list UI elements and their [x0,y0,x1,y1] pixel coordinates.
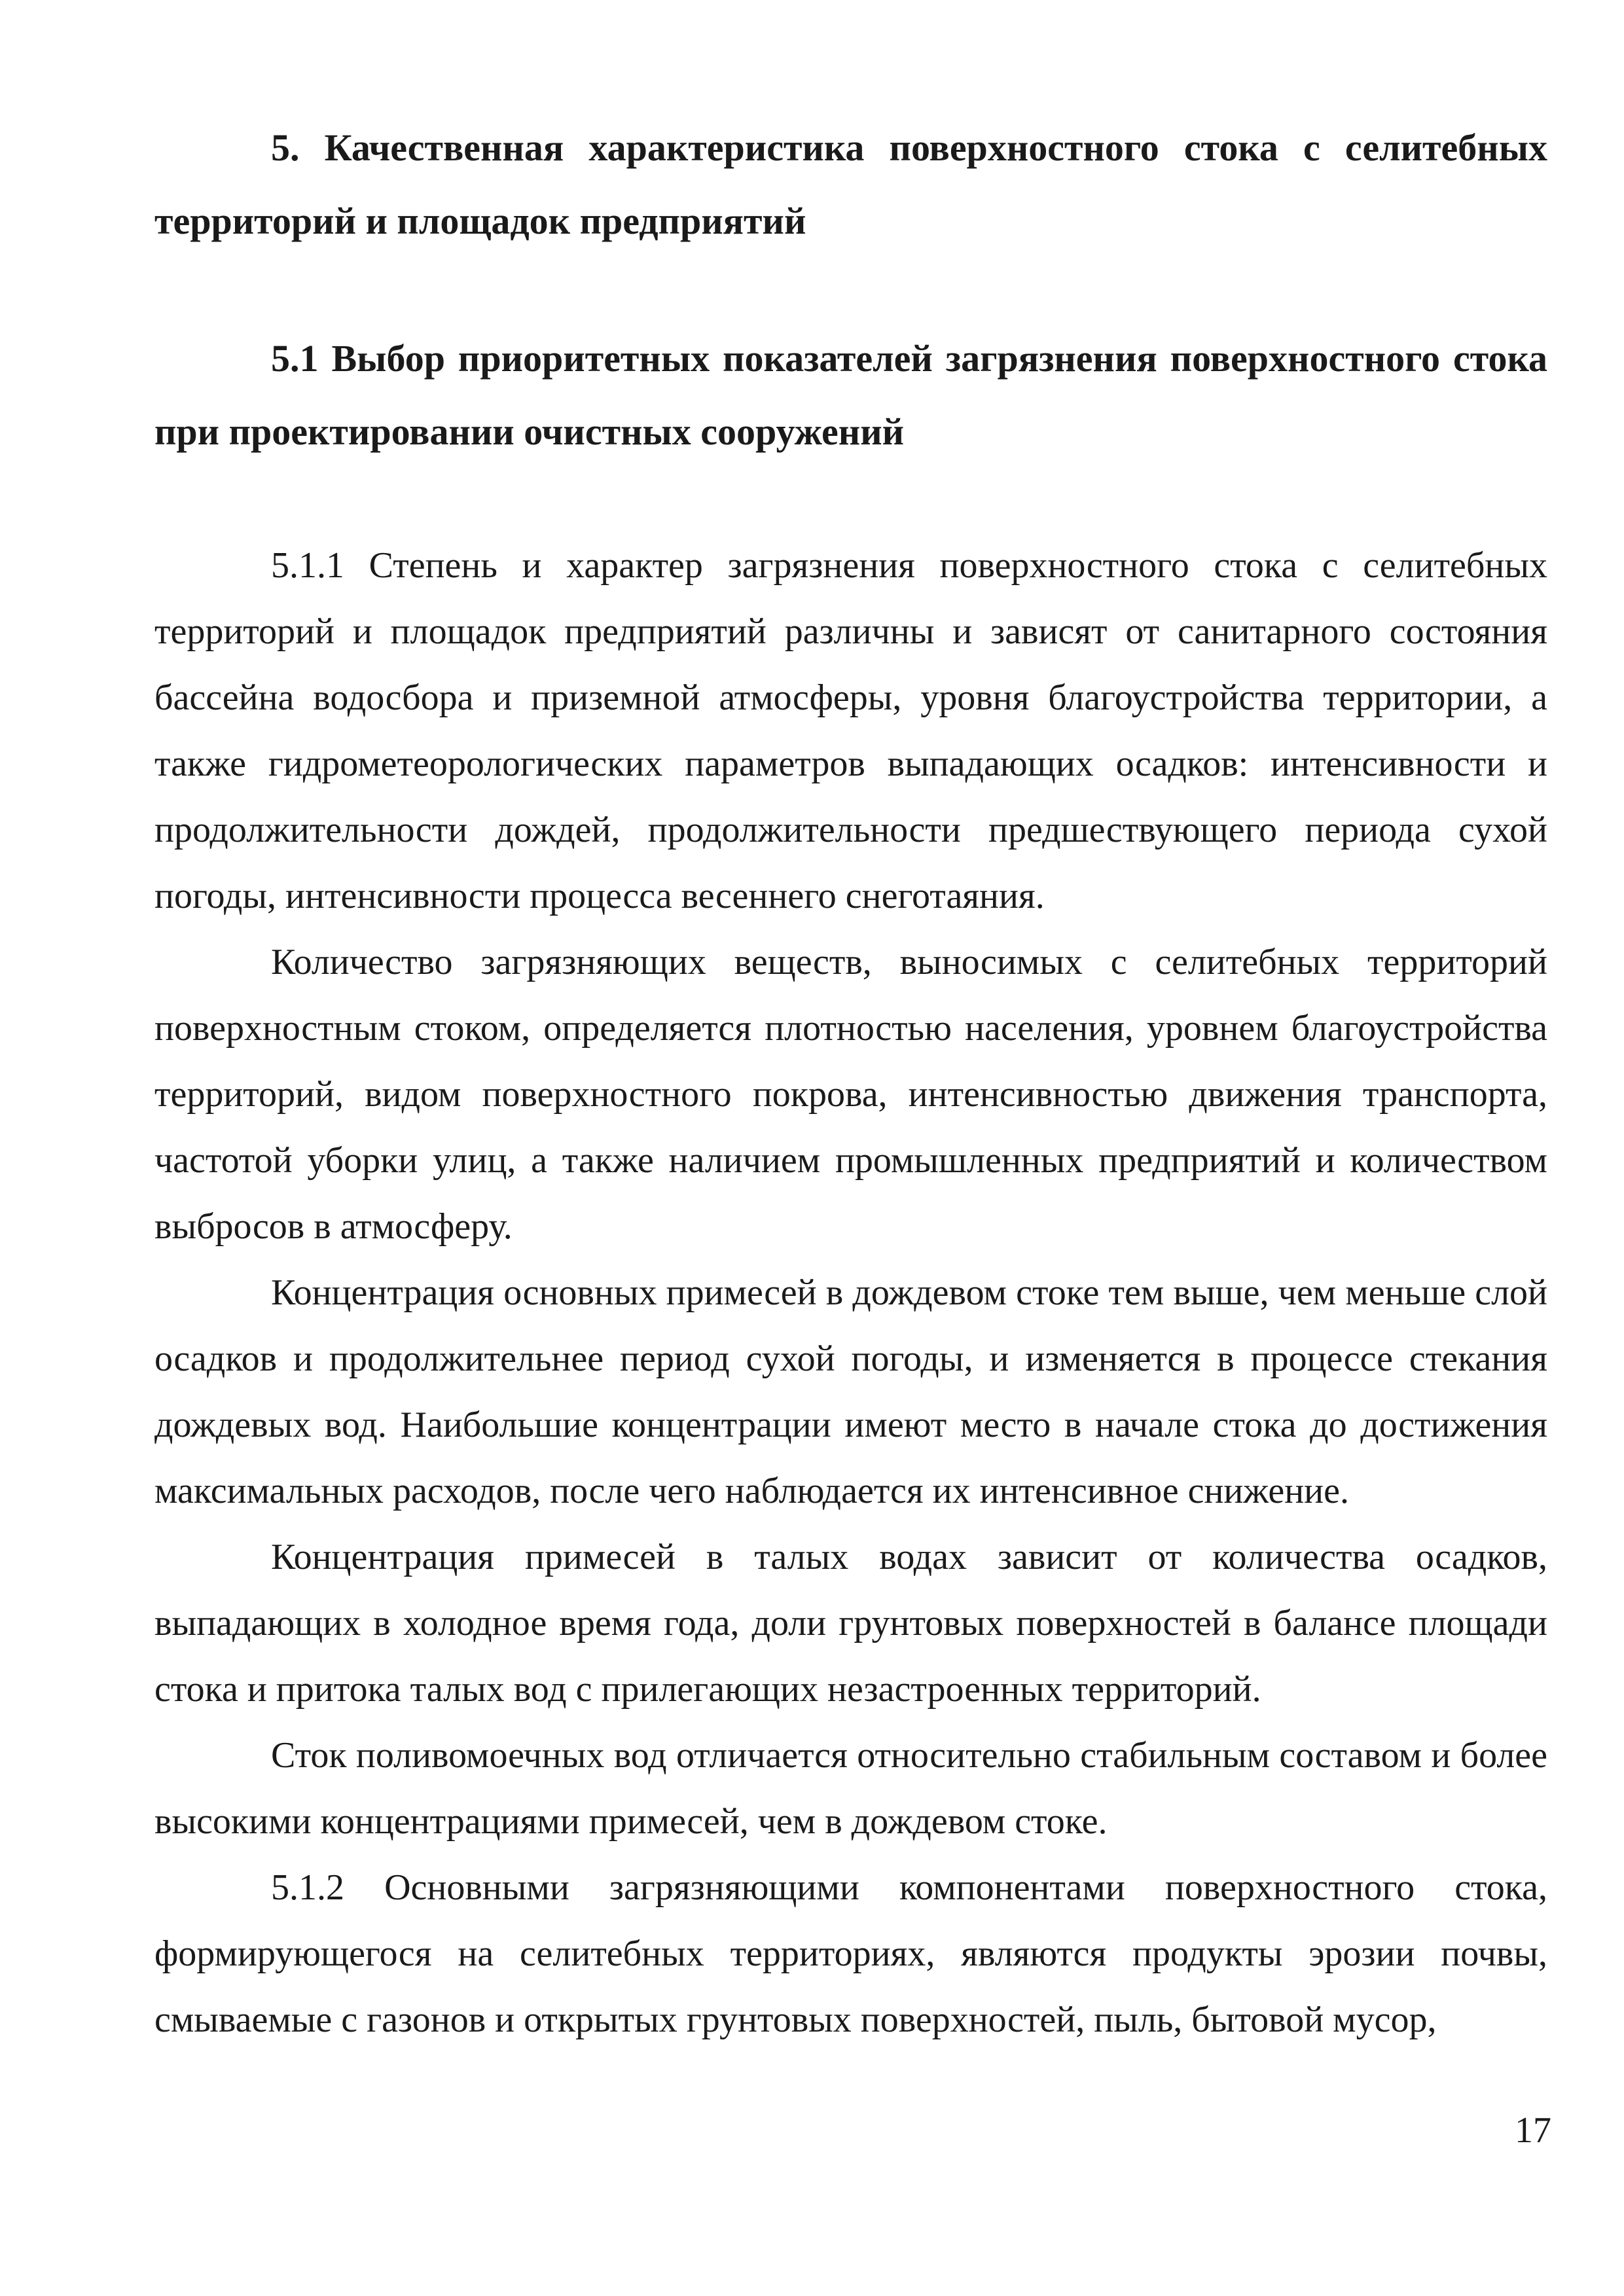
paragraph-5-1-2: 5.1.2 Основными загрязняющими компонентами поверхностного стока, формирующегося на селитебных территориях, являются продукты эрозии почвы, смываемые с газонов и открытых грунтовых поверхностей, пыль, бытовой мусор, [154,1867,1547,2040]
paragraph-rain-concentration: Концентрация основных примесей в дождевом стоке тем выше, чем меньше слой осадков и продолжительнее период сухой погоды, и изменяется в процессе стекания дождевых вод. Наибольшие концентрации имеют место в начале стока до достижения максимальных расходов, после чего наблюдается их интенсивное снижение. [154,1272,1547,1511]
section-heading: 5. Качественная характеристика поверхностного стока с селитебных территорий и площадок предприятий [154,126,1547,242]
page-content [154,111,1547,2053]
page-number: 17 [1515,2110,1551,2151]
subsection-heading: 5.1 Выбор приоритетных показателей загрязнения поверхностного стока при проектировании очистных сооружений [154,337,1547,453]
paragraph-pollutant-quantity: Количество загрязняющих веществ, выносимых с селитебных территорий поверхностным стоком, определяется плотностью населения, уровнем благоустройства территорий, видом поверхностного покрова, интенсивностью движения транспорта, частотой уборки улиц, а также наличием промышленных предприятий и количеством выбросов в атмосферу. [154,942,1547,1247]
paragraph-5-1-1: 5.1.1 Степень и характер загрязнения поверхностного стока с селитебных территорий и площадок предприятий различны и зависят от санитарного состояния бассейна водосбора и приземной атмосферы, уровня благоустройства территории, а также гидрометеорологических параметров выпадающих осадков: интенсивности и продолжительности дождей, продолжительности предшествующего периода сухой погоды, интенсивности процесса весеннего снеготаяния. [154,545,1547,916]
paragraph-irrigation-runoff: Сток поливомоечных вод отличается относительно стабильным составом и более высокими концентрациями примесей, чем в дождевом стоке. [154,1735,1547,1842]
paragraph-meltwater-concentration: Концентрация примесей в талых водах зависит от количества осадков, выпадающих в холодное время года, доли грунтовых поверхностей в балансе площади стока и притока талых вод с прилегающих незастроенных территорий. [154,1537,1547,1710]
